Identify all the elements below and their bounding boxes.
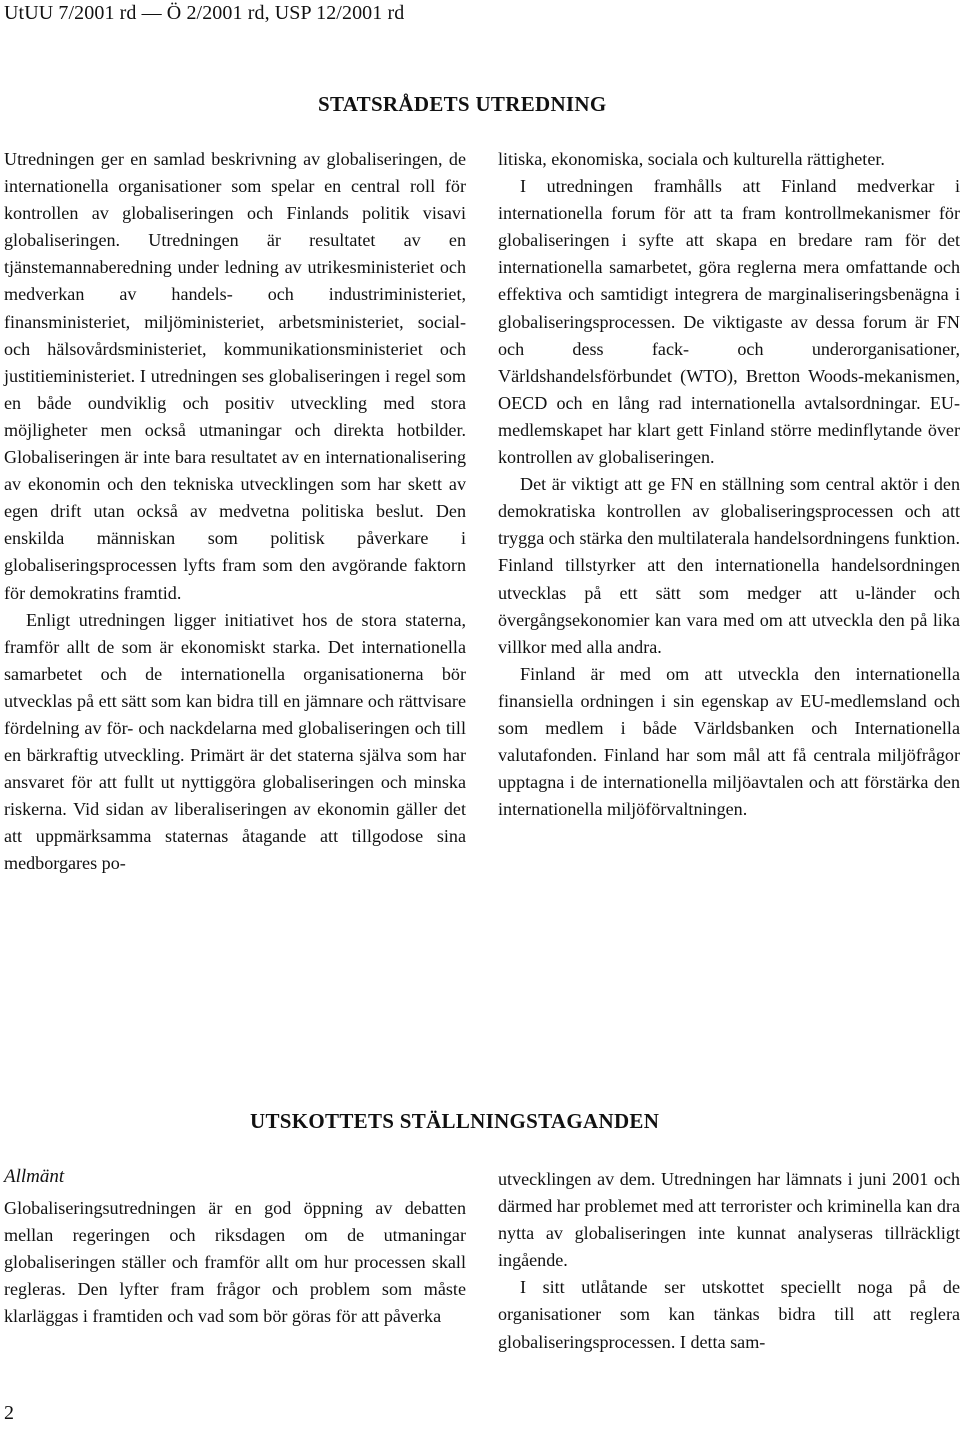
subheading-allmant: Allmänt xyxy=(4,1166,65,1187)
section-heading-utskottets-stallningstaganden: UTSKOTTETS STÄLLNINGSTAGANDEN xyxy=(250,1109,660,1133)
running-head: UtUU 7/2001 rd — Ö 2/2001 rd, USP 12/2001 rd xyxy=(4,2,405,24)
paragraph: Finland är med om att utveckla den internationella finansiella ordningen i sin egenskap av EU-medlemsland och som medlem i både Världsbanken och Internationella valutafonden. Finland har som mål att få centrala miljöfrågor upptagna i de internationella miljöavtalen och att förstärka den internationella miljöförvaltningen. xyxy=(498,663,960,820)
paragraph: litiska, ekonomiska, sociala och kulturella rättigheter. xyxy=(498,149,885,169)
paragraph: Det är viktigt att ge FN en ställning som central aktör i den demokratiska kontrollen av globaliseringsprocessen och att trygga och stärka den multilaterala handelsordningens funktion. Finland tillstyrker att den internationella handelsordningen utvecklas på ett sätt som medger att u-länder och övergångsekonomier kan vara med om att utveckla den på lika villkor med alla andra. xyxy=(498,474,960,657)
section1-left-column xyxy=(4,146,466,878)
section2-left-column xyxy=(4,1195,466,1330)
paragraph: utvecklingen av dem. Utredningen har lämnats i juni 2001 och därmed har problemet med att terrorister och kriminella kan dra nytta av globaliseringen inte kunnat analyseras tillräckligt ingående. xyxy=(498,1169,960,1271)
section-heading-statsradets-utredning: STATSRÅDETS UTREDNING xyxy=(318,92,607,116)
paragraph: Utredningen ger en samlad beskrivning av globaliseringen, de internationella organisationer som spelar en central roll för kontrollen av globaliseringen och Finlands politik visavi globaliseringen. Utredningen är resultatet av en tjänstemannaberedning under ledning av utrikesministeriet och medverkan av handels- och industriministeriet, finansministeriet, miljöministeriet, arbetsministeriet, social- och hälsovårdsministeriet, kommunikationsministeriet och justitieministeriet. I utredningen ses globaliseringen i regel som en både oundviklig och positiv utveckling med stora möjligheter men också utmaningar och direkta hotbilder. Globaliseringen är inte bara resultatet av en internationalisering av ekonomin och den tekniska utvecklingen som har skett av egen drift utan också av medvetna politiska beslut. Den enskilda människan som politisk påverkare i globaliseringsprocessen lyfts fram som den avgörande faktorn för demokratins framtid. xyxy=(4,149,466,603)
paragraph: I utredningen framhålls att Finland medverkar i internationella forum för att ta fram kontrollmekanismer för globaliseringen i syfte att skapa en bredare ram för det internationella samarbetet, göra reglerna mera omfattande och effektiva och samtidigt integrera de marginaliseringsbenägna i globaliseringsprocessen. De viktigaste av dessa forum är FN och dess fack- och underorganisationer, Världshandelsförbundet (WTO), Bretton Woods-mekanismen, OECD och en lång rad internationella avtalsordningar. EU-medlemskapet har klart gett Finland större medinflytande över kontrollen av globaliseringen. xyxy=(498,176,960,468)
section2-right-column xyxy=(498,1166,960,1356)
page-number: 2 xyxy=(4,1402,14,1424)
paragraph: Enligt utredningen ligger initiativet hos de stora staterna, framför allt de som är ekonomiskt starka. Det internationella samarbetet och de internationella organisationerna bör utvecklas på ett sätt som kan bidra till en jämnare och rättvisare fördelning av för- och nackdelarna med globaliseringen och till en bärkraftig utveckling. Primärt är det staterna själva som har ansvaret för att fullt ut nyttiggöra globaliseringen och minska riskerna. Vid sidan av liberaliseringen av ekonomin gäller det att uppmärksamma staternas åtagande att tillgodose sina medborgares po- xyxy=(4,609,466,874)
section1-right-column xyxy=(498,146,960,823)
paragraph: Globaliseringsutredningen är en god öppning av debatten mellan regeringen och riksdagen om de utmaningar globaliseringen ställer och framför allt om hur processen skall regleras. Den lyfter fram frågor och problem som måste klarläggas i framtiden och vad som bör göras för att påverka xyxy=(4,1198,466,1327)
paragraph: I sitt utlåtande ser utskottet speciellt noga på de organisationer som kan tänkas bidra till att reglera globaliseringsprocessen. I detta sam- xyxy=(498,1277,960,1352)
